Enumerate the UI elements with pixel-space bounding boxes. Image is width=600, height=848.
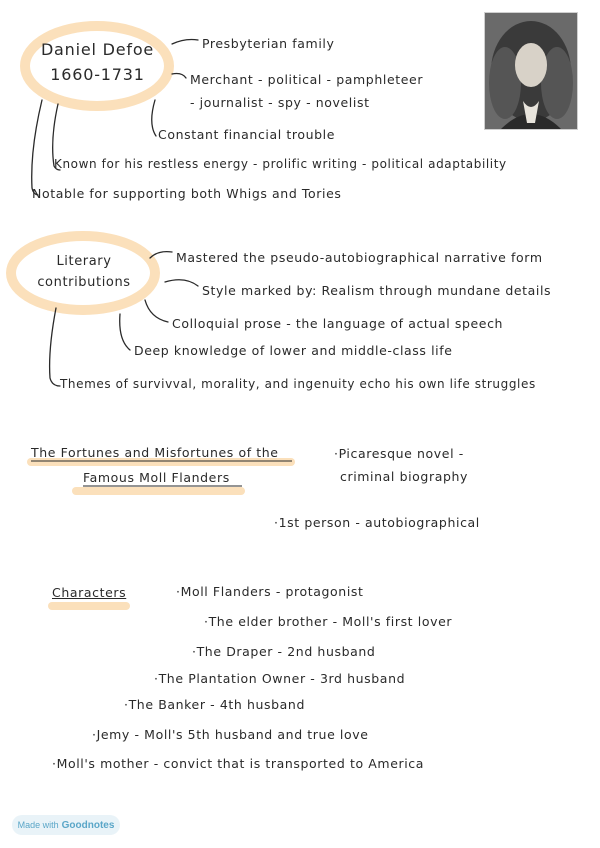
character-item: ·Jemy - Moll's 5th husband and true love [92, 727, 369, 742]
goodnotes-badge[interactable] [12, 815, 120, 835]
author-name-block [40, 40, 155, 84]
title-highlight-2 [72, 487, 245, 495]
fact-professions-2: - journalist - spy - novelist [190, 95, 370, 110]
novel-narration: ·1st person - autobiographical [274, 515, 480, 530]
character-item: ·The Banker - 4th husband [124, 697, 305, 712]
character-item: ·The Plantation Owner - 3rd husband [154, 671, 406, 686]
literary-heading-line2: contributions [37, 275, 131, 290]
literary-point-3: Colloquial prose - the language of actual speech [172, 316, 504, 331]
literary-point-5: Themes of survivval, morality, and ingenuity echo his own life struggles [60, 377, 536, 391]
character-item: ·The Draper - 2nd husband [192, 644, 376, 659]
character-item: ·Moll Flanders - protagonist [176, 584, 364, 599]
fact-politics: Notable for supporting both Whigs and Tories [32, 186, 342, 201]
made-with-label: Made with [17, 820, 59, 830]
literary-heading [22, 254, 146, 290]
author-portrait-image [484, 12, 578, 130]
literary-point-1: Mastered the pseudo-autobiographical narrative form [176, 250, 543, 265]
literary-heading-line1: Literary [56, 254, 112, 269]
novel-title-line2: Famous Moll Flanders [83, 470, 230, 485]
fact-energy: Known for his restless energy - prolific writing - political adaptability [54, 157, 507, 171]
literary-point-4: Deep knowledge of lower and middle-class life [134, 343, 453, 358]
literary-point-2: Style marked by: Realism through mundane details [202, 283, 552, 298]
author-name: Daniel Defoe [40, 40, 155, 59]
fact-finances: Constant financial trouble [158, 127, 336, 142]
novel-genre-line1: ·Picaresque novel - [334, 446, 464, 461]
goodnotes-brand-label: Goodnotes [61, 819, 115, 831]
characters-highlight [48, 602, 130, 610]
author-years: 1660-1731 [50, 65, 145, 84]
novel-title-line1: The Fortunes and Misfortunes of the [31, 445, 279, 460]
character-item: ·Moll's mother - convict that is transported to America [52, 756, 425, 771]
novel-genre-line2: criminal biography [340, 469, 469, 484]
fact-professions-1: Merchant - political - pamphleteer [190, 72, 424, 87]
character-item: ·The elder brother - Moll's first lover [204, 614, 453, 629]
fact-family: Presbyterian family [202, 36, 335, 51]
characters-heading: Characters [52, 585, 127, 600]
